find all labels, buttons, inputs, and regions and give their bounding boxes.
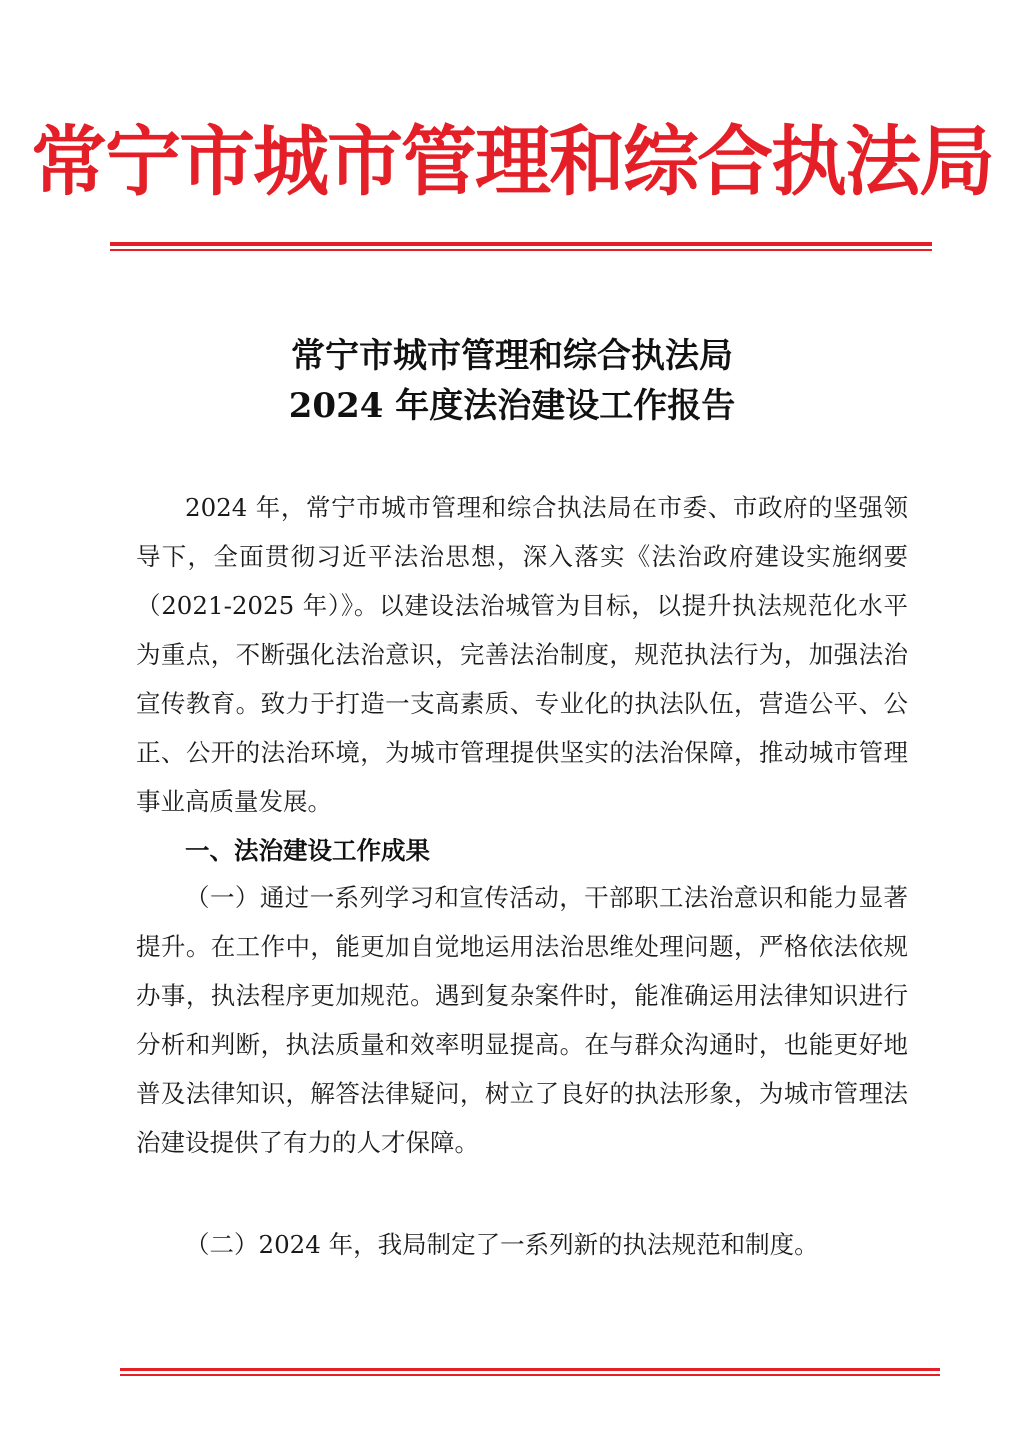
letterhead-org-name: 常宁市城市管理和综合执法局 (31, 117, 993, 206)
document-title-line1: 常宁市城市管理和综合执法局 (291, 336, 733, 376)
section-paragraph-2: （二）2024 年，我局制定了一系列新的执法规范和制度。 (185, 1230, 819, 1259)
section-heading: 一、法治建设工作成果 (185, 836, 430, 865)
letterhead-rule-thin (110, 249, 932, 251)
intro-paragraph: 2024 年，常宁市城市管理和综合执法局在市委、市政府的坚强领导下，全面贯彻习近平法治思想，深入落实《法治政府建设实施纲要（2021-2025 年）》。以建设法治城管为目标，以提升执法规范化水平为重点，不断强化法治意识，完善法治制度，规范执法行为，加强法治宣传教育。致力于打造一支高素质、专业化的执法队伍，营造公平、公正、公开的法治环境，为城市管理提供坚实的法治保障，推动城市管理事业高质量发展。 (136, 493, 908, 816)
footer-rule-thin (120, 1374, 940, 1376)
section-paragraph-1: （一）通过一系列学习和宣传活动，干部职工法治意识和能力显著提升。在工作中，能更加自觉地运用法治思维处理问题，严格依法依规办事，执法程序更加规范。遇到复杂案件时，能准确运用法律知识进行分析和判断，执法质量和效率明显提高。在与群众沟通时，也能更好地普及法律知识，解答法律疑问，树立了良好的执法形象，为城市管理法治建设提供了有力的人才保障。 (136, 883, 908, 1157)
footer-rule-thick (120, 1368, 940, 1371)
document-title-line2: 2024 年度法治建设工作报告 (288, 386, 736, 426)
letterhead-rule-thick (110, 242, 932, 246)
